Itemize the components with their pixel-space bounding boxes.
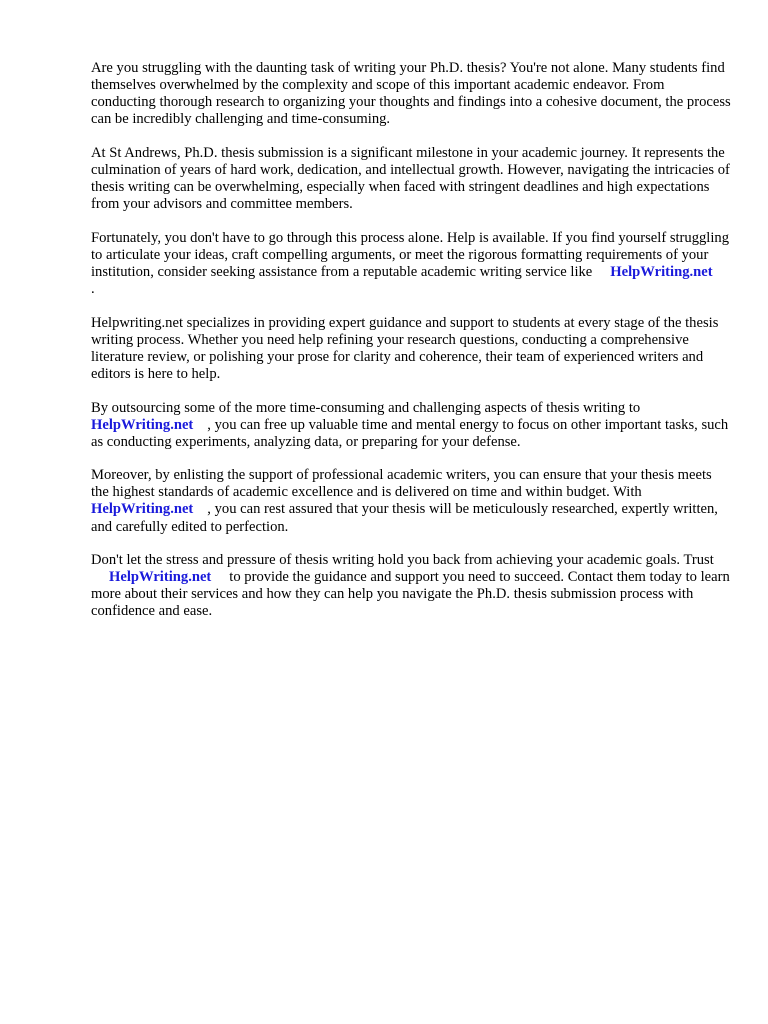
paragraph-fortunately — [91, 230, 731, 298]
paragraph-text: By outsourcing some of the more time-consuming and challenging aspects of thesis writing to — [91, 399, 641, 416]
document-body — [91, 60, 731, 637]
paragraph-text: Don't let the stress and pressure of thesis writing hold you back from achieving your academic goals. Trust — [91, 552, 714, 569]
paragraph-text: Moreover, by enlisting the support of professional academic writers, you can ensure that your thesis meets the highest standards of academic excellence and is delivered on time and within budget. With — [91, 467, 712, 501]
paragraph-specializes — [91, 315, 731, 383]
paragraph-moreover — [91, 467, 731, 535]
paragraph-text: , you can rest assured that your thesis will be meticulously researched, expertly written, and carefully edited to perfection. — [91, 501, 718, 535]
paragraph-text: . — [91, 281, 95, 298]
paragraph-text: Helpwriting.net specializes in providing expert guidance and support to students at every stage of the thesis writing process. Whether you need help refining your research questions, conducting a comprehensive literature review, or polishing your prose for clarity and coherence, their team of experienced writers and editors is here to help. — [91, 314, 719, 382]
paragraph-text: At St Andrews, Ph.D. thesis submission is a significant milestone in your academic journey. It represents the culmination of years of hard work, dedication, and intellectual growth. However, navigating the intricacies of thesis writing can be overwhelming, especially when faced with stringent deadlines and high expectations from your advisors and committee members. — [91, 144, 730, 213]
paragraph-st-andrews — [91, 145, 731, 213]
helpwriting-link[interactable]: HelpWriting.net — [91, 501, 194, 518]
paragraph-outsourcing — [91, 400, 731, 451]
paragraph-text: Fortunately, you don't have to go through this process alone. Help is available. If you find yourself struggling to articulate your ideas, craft compelling arguments, or meet the rigorous formatting requirements of your institution, consider seeking assistance from a reputable academic writing service like — [91, 229, 730, 280]
helpwriting-link[interactable]: HelpWriting.net — [610, 263, 713, 280]
helpwriting-link[interactable]: HelpWriting.net — [91, 416, 194, 433]
paragraph-intro — [91, 60, 731, 128]
paragraph-dont-let — [91, 552, 731, 620]
paragraph-text: to provide the guidance and support you need to succeed. Contact them today to learn more about their services and how they can help you navigate the Ph.D. thesis submission process with confidence and ease. — [91, 569, 730, 620]
paragraph-text: Are you struggling with the daunting task of writing your Ph.D. thesis? You're not alone. Many students find themselves overwhelmed by the complexity and scope of this important academic endeavor. From conducting thorough research to organizing your thoughts and findings into a cohesive document, the process can be incredibly challenging and time-consuming. — [91, 60, 731, 128]
paragraph-text: , you can free up valuable time and mental energy to focus on other important tasks, such as conducting experiments, analyzing data, or preparing for your defense. — [91, 416, 729, 450]
helpwriting-link[interactable]: HelpWriting.net — [109, 569, 212, 586]
